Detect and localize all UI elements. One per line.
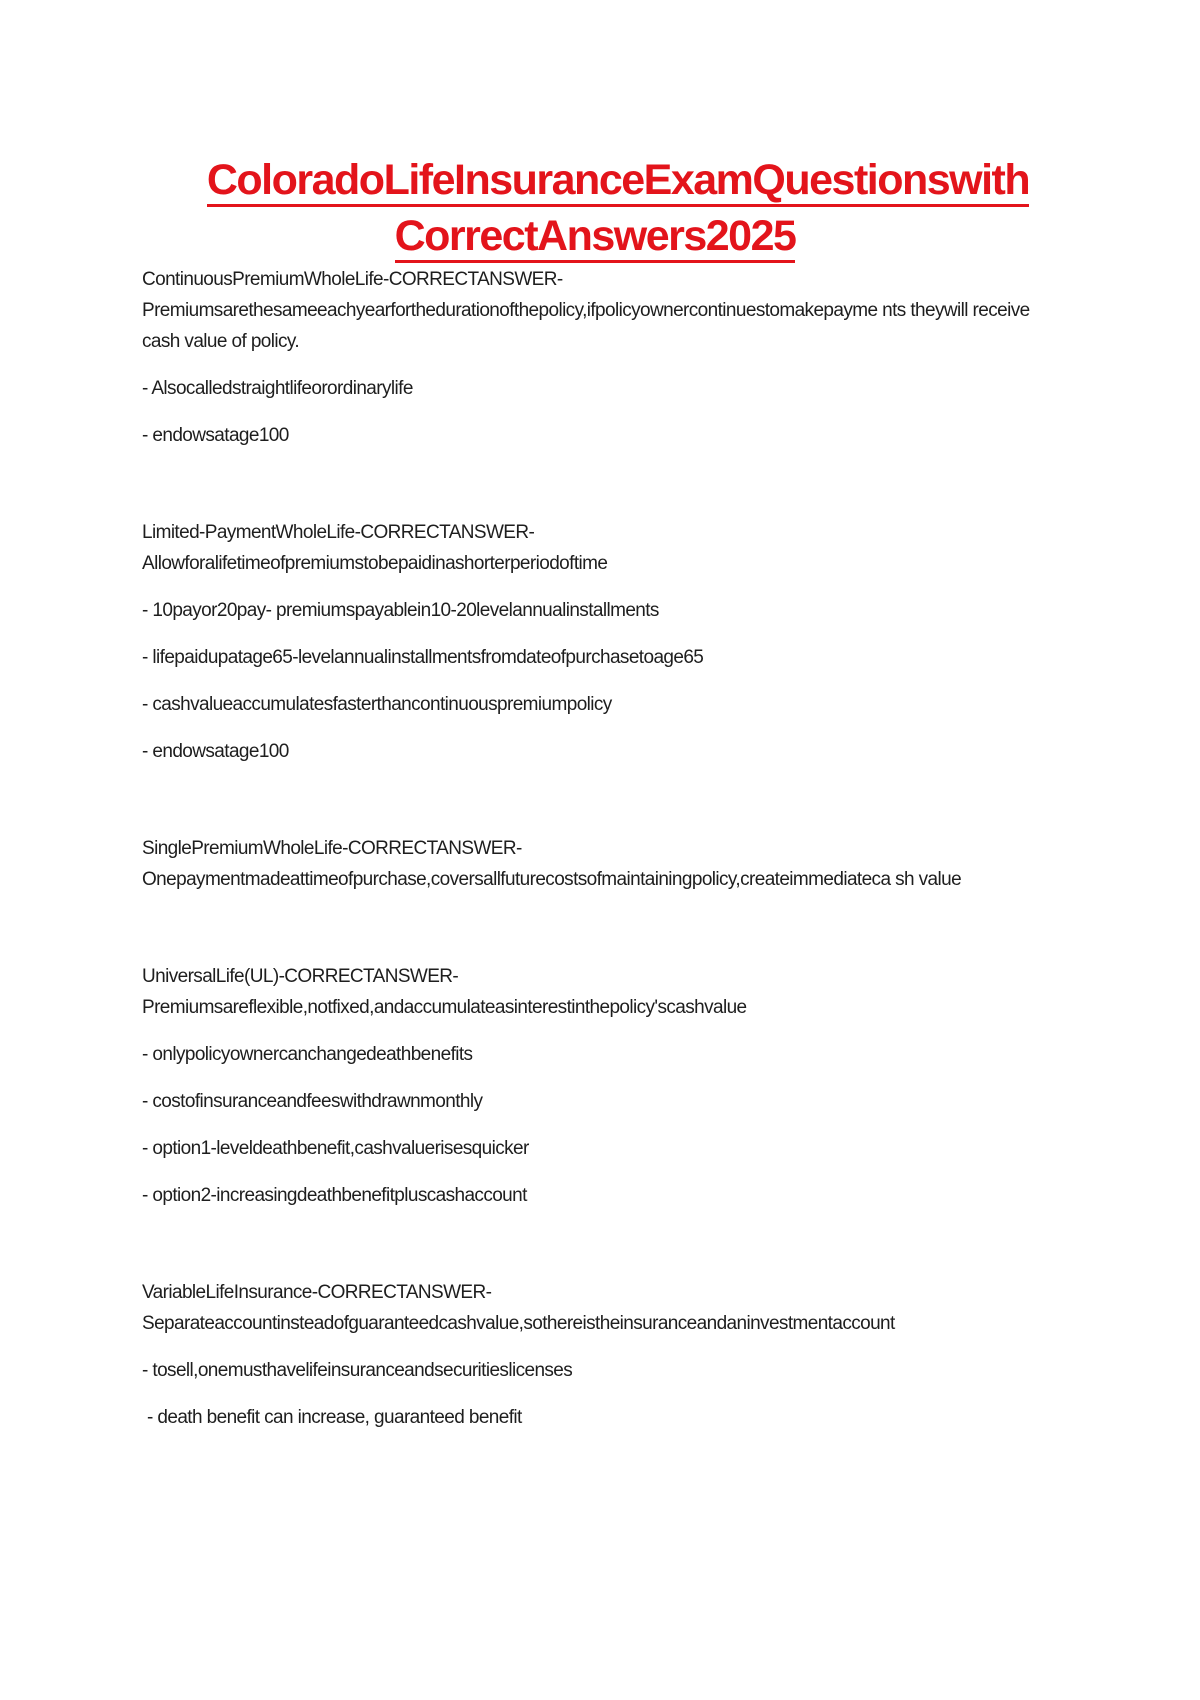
bullet-point: - endowsatage100 [142,741,289,762]
question-text: SinglePremiumWholeLife-CORRECTANSWER- [142,838,522,859]
question-text: VariableLifeInsurance-CORRECTANSWER- [142,1282,492,1303]
bullet-point: - 10payor20pay- premiumspayablein10-20levelannualinstallments [142,600,659,621]
qa-entry [142,833,1062,895]
qa-entry [142,517,1062,767]
document-title [0,152,1200,264]
bullet-point: - option2-increasingdeathbenefitpluscashaccount [142,1185,527,1206]
answer-text: Premiumsarethesameeachyearforthedurationofthepolicy,ifpolicyownercontinuestomakepayme nts theywill receive cash value of policy. [142,300,1030,352]
bullet-point: - endowsatage100 [142,425,289,446]
bullet-point: - option1-leveldeathbenefit,cashvaluerisesquicker [142,1138,529,1159]
answer-text: Premiumsareflexible,notfixed,andaccumulateasinterestinthepolicy'scashvalue [142,997,747,1018]
qa-list [142,264,1062,1433]
title-line-1: ColoradoLifeInsuranceExamQuestionswith [207,156,1029,207]
qa-entry [142,1277,1062,1433]
qa-entry [142,961,1062,1211]
bullet-point: - lifepaidupatage65-levelannualinstallmentsfromdateofpurchasetoage65 [142,647,704,668]
bullet-point: - costofinsuranceandfeeswithdrawnmonthly [142,1091,483,1112]
bullet-point: - cashvalueaccumulatesfasterthancontinuouspremiumpolicy [142,694,612,715]
question-text: UniversalLife(UL)-CORRECTANSWER- [142,966,459,987]
answer-text: Allowforalifetimeofpremiumstobepaidinashorterperiodoftime [142,553,608,574]
answer-text: Onepaymentmadeattimeofpurchase,coversallfuturecostsofmaintainingpolicy,createimmediateca sh value [142,869,962,890]
qa-entry [142,264,1062,451]
bullet-point: - death benefit can increase, guaranteed benefit [147,1407,522,1428]
question-text: ContinuousPremiumWholeLife-CORRECTANSWER- [142,269,563,290]
question-text: Limited-PaymentWholeLife-CORRECTANSWER- [142,522,535,543]
title-line-2: CorrectAnswers2025 [395,212,796,263]
bullet-point: - onlypolicyownercanchangedeathbenefits [142,1044,473,1065]
bullet-point: - tosell,onemusthavelifeinsuranceandsecuritieslicenses [142,1360,573,1381]
answer-text: Separateaccountinsteadofguaranteedcashvalue,sothereistheinsuranceandaninvestmentaccount [142,1313,895,1334]
bullet-point: - Alsocalledstraightlifeorordinarylife [142,378,413,399]
